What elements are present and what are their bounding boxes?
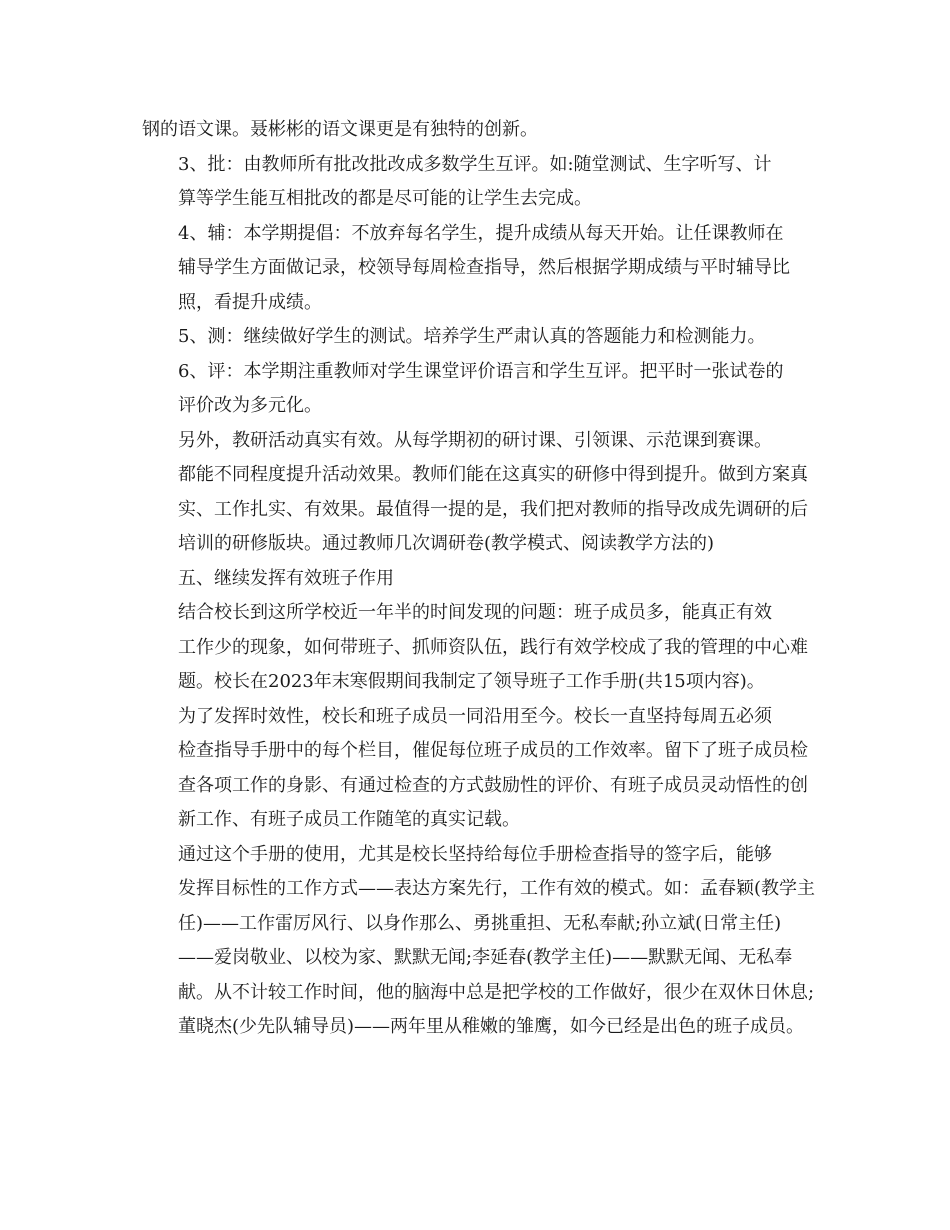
paragraph-6 xyxy=(142,424,814,562)
paragraph-2 xyxy=(142,148,814,217)
text-line: 5、测：继续做好学生的测试。培养学生严肃认真的答题能力和检测能力。 xyxy=(178,326,766,347)
paragraph-10 xyxy=(142,838,814,1045)
text-line: 钢的语文课。聂彬彬的语文课更是有独特的创新。 xyxy=(142,119,538,140)
section-heading xyxy=(142,562,814,597)
text-line: 6、评：本学期注重教师对学生课堂评价语言和学生互评。把平时一张试卷的 xyxy=(178,360,784,382)
text-line: 评价改为多元化。 xyxy=(178,395,322,416)
text-line: 五、继续发挥有效班子作用 xyxy=(178,567,394,589)
text-line: 算等学生能互相批改的都是尽可能的让学生去完成。 xyxy=(178,188,592,209)
text-line: 都能不同程度提升活动效果。教师们能在这真实的研修中得到提升。做到方案真 xyxy=(178,464,808,485)
text-line: 实、工作扎实、有效果。最值得一提的是，我们把对教师的指导改成先调研的后 xyxy=(178,498,808,520)
text-line: 3、批：由教师所有批改批改成多数学生互评。如:随堂测试、生字听写、计 xyxy=(178,153,772,175)
text-line: 通过这个手册的使用，尤其是校长坚持给每位手册检查指导的签字后，能够 xyxy=(178,843,772,865)
text-line: 献。从不计较工作时间，他的脑海中总是把学校的工作做好，很少在双休日休息; xyxy=(178,981,815,1003)
text-line: ——爱岗敬业、以校为家、默默无闻;李延春(教学主任)——默默无闻、无私奉 xyxy=(178,947,793,968)
text-line: 董晓杰(少先队辅导员)——两年里从稚嫩的雏鹰，如今已经是出色的班子成员。 xyxy=(178,1016,805,1037)
text-line: 新工作、有班子成员工作随笔的真实记载。 xyxy=(178,809,520,830)
text-line: 检查指导手册中的每个栏目，催促每位班子成员的工作效率。留下了班子成员检 xyxy=(178,740,808,761)
paragraph-1 xyxy=(142,113,814,148)
document-body xyxy=(142,113,814,1045)
text-line: 任)——工作雷厉风行、以身作那么、勇挑重担、无私奉献;孙立斌(日常主任) xyxy=(178,912,782,934)
text-line: 题。校长在2023年末寒假期间我制定了领导班子工作手册(共15项内容)。 xyxy=(178,671,765,692)
paragraph-4 xyxy=(142,320,814,355)
text-line: 为了发挥时效性，校长和班子成员一同沿用至今。校长一直坚持每周五必须 xyxy=(178,705,772,727)
text-line: 结合校长到这所学校近一年半的时间发现的问题：班子成员多，能真正有效 xyxy=(178,602,772,623)
text-line: 4、辅：本学期提倡：不放弃每名学生，提升成绩从每天开始。让任课教师在 xyxy=(178,222,784,244)
paragraph-3 xyxy=(142,217,814,321)
text-line: 另外，教研活动真实有效。从每学期初的研讨课、引领课、示范课到赛课。 xyxy=(178,429,772,451)
text-line: 工作少的现象，如何带班子、抓师资队伍，践行有效学校成了我的管理的中心难 xyxy=(178,636,808,658)
paragraph-8 xyxy=(142,596,814,700)
text-line: 发挥目标性的工作方式——表达方案先行，工作有效的模式。如：孟春颖(教学主 xyxy=(178,878,816,899)
text-line: 照，看提升成绩。 xyxy=(178,291,322,313)
paragraph-9 xyxy=(142,700,814,838)
text-line: 查各项工作的身影、有通过检查的方式鼓励性的评价、有班子成员灵动悟性的创 xyxy=(178,774,808,796)
paragraph-5 xyxy=(142,355,814,424)
text-line: 辅导学生方面做记录，校领导每周检查指导，然后根据学期成绩与平时辅导比 xyxy=(178,257,790,278)
text-line: 培训的研修版块。通过教师几次调研卷(教学模式、阅读教学方法的) xyxy=(178,533,715,554)
